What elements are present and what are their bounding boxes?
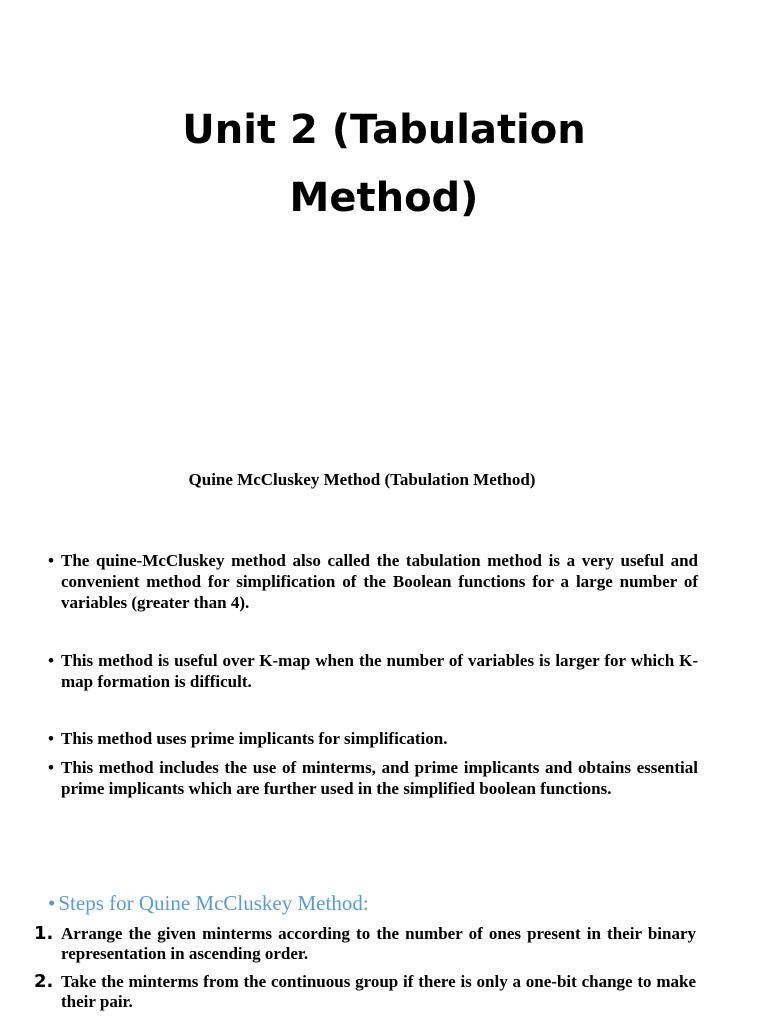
bullet-dot-icon: • bbox=[48, 651, 54, 670]
step-text: Take the minterms from the continuous group if there is only a one-bit change to make their pair. bbox=[61, 972, 696, 1011]
steps-heading bbox=[48, 891, 369, 916]
bullet-item bbox=[44, 550, 698, 613]
bullet-list-2 bbox=[44, 650, 698, 692]
slide-title bbox=[0, 96, 768, 232]
steps-heading-text: Steps for Quine McCluskey Method: bbox=[58, 891, 369, 915]
bullet-text: This method is useful over K-map when the number of variables is larger for which K-map formation is difficult. bbox=[61, 651, 698, 691]
bullet-item bbox=[44, 757, 698, 799]
bullet-dot-icon: • bbox=[48, 729, 54, 748]
slide-title-line-1: Unit 2 (Tabulation bbox=[182, 107, 586, 153]
bullet-text: This method includes the use of minterms, and prime implicants and obtains essential prime implicants which are further used in the simplified boolean functions. bbox=[61, 758, 698, 798]
step-item bbox=[34, 924, 696, 964]
step-item bbox=[34, 972, 696, 1012]
bullet-dot-icon: • bbox=[48, 891, 56, 915]
step-number: 2. bbox=[34, 971, 54, 992]
bullet-text: This method uses prime implicants for simplification. bbox=[61, 729, 448, 748]
bullet-item bbox=[44, 650, 698, 692]
bullet-text: The quine-McCluskey method also called the tabulation method is a very useful and convenient method for simplification of the Boolean functions for a large number of variables (greater than 4). bbox=[61, 551, 698, 612]
steps-list bbox=[34, 924, 696, 1012]
bullet-item bbox=[44, 728, 698, 749]
step-text: Arrange the given minterms according to the number of ones present in their binary representation in ascending order. bbox=[61, 924, 696, 963]
bullet-list-1 bbox=[44, 550, 698, 613]
bullet-list-3 bbox=[44, 728, 698, 799]
bullet-dot-icon: • bbox=[48, 758, 54, 777]
step-number: 1. bbox=[34, 923, 54, 944]
slide-title-line-2: Method) bbox=[289, 175, 479, 221]
bullet-dot-icon: • bbox=[48, 551, 54, 570]
section-subtitle: Quine McCluskey Method (Tabulation Method) bbox=[188, 470, 536, 489]
